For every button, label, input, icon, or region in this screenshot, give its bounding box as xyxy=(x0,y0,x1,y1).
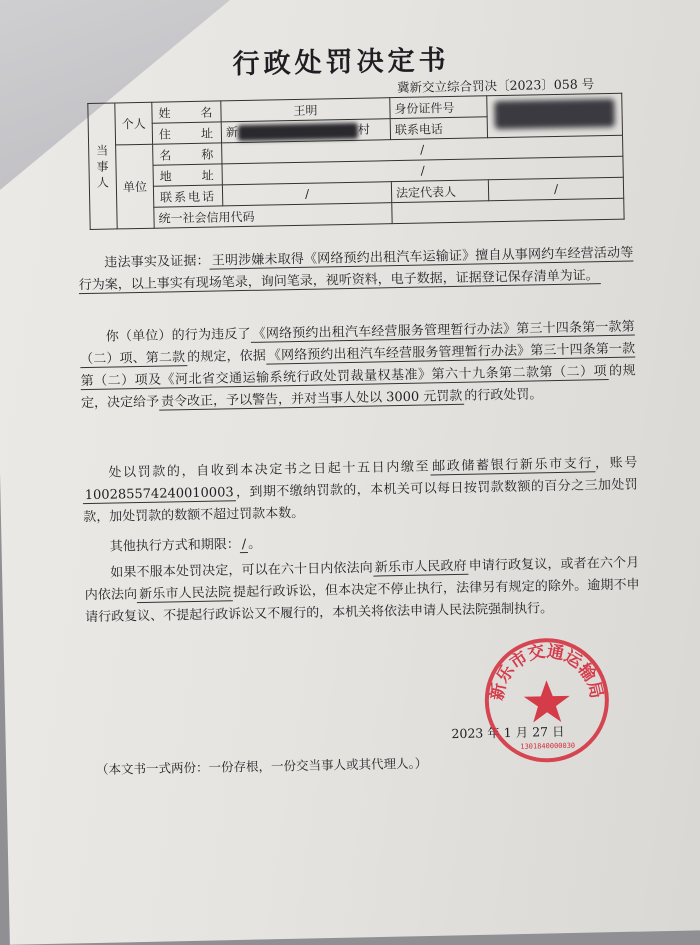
copies-note: （本文书一式两份：一份存根，一份交当事人或其代理人。） xyxy=(95,755,428,777)
individual-label: 个人 xyxy=(115,102,153,145)
official-seal xyxy=(482,635,612,765)
unit-address-value: / xyxy=(222,156,623,185)
unit-phone-label: 联系电话 xyxy=(153,185,222,207)
unit-name-value: / xyxy=(222,135,623,164)
document-number: 冀新交立综合罚决〔2023〕058 号 xyxy=(396,76,595,96)
id-label: 身份证件号 xyxy=(390,96,487,119)
name-label: 姓 名 xyxy=(152,101,221,123)
credit-code-label: 统一社会信用代码 xyxy=(154,203,392,229)
violation-paragraph: 你（单位）的行为违反了 《网络预约出租汽车经营服务管理暂行办法》第三十四条第一款第（二）项、第二款 的规定，依据 《网络预约出租汽车经营服务管理暂行办法》第三十四条第一款第（二）项及《河北省交通运输系统行政处罚裁量权基准》第六十九条第二款第（二）项 的规定，决定给予 责令改正，予以警告，并对当事人处以 3000 元罚款 的行政处罚。 xyxy=(80,319,636,412)
payment-paragraph: 处以罚款的，自收到本决定书之日起十五日内缴至 邮政储蓄银行新乐市支行 ，账号100285574240010003 ，到期不缴纳罚款的，本机关可以每日按罚款数额的百分之三加处罚款，加处罚款的数额不超过罚款本数。 xyxy=(83,455,638,526)
appeal-paragraph: 如果不服本处罚决定，可以在六十日内依法向 新乐市人民政府 申请行政复议，或者在六个月内依法向 新乐市人民法院 提起行政诉讼，但本决定不停止执行，法律另有规定的除外。逾期不申请行政复议、不提起行政诉讼又不履行的，本机关将依法申请人民法院强制执行。 xyxy=(84,555,640,626)
id-value-redacted xyxy=(487,93,623,138)
credit-code-value xyxy=(392,198,624,223)
other-execution-paragraph: 其他执行方式和期限： / 。 xyxy=(109,536,262,555)
phone-label: 联系电话 xyxy=(390,117,487,140)
unit-address-label: 地 址 xyxy=(153,164,222,186)
unit-phone-value: / xyxy=(222,182,391,206)
address-label: 住 址 xyxy=(152,122,221,144)
unit-name-label: 名 称 xyxy=(153,143,222,165)
unit-label: 单位 xyxy=(116,144,155,229)
svg-text:1301840000030: 1301840000030 xyxy=(520,741,576,751)
svg-text:新乐市交通运输局: 新乐市交通运输局 xyxy=(487,641,607,702)
party-table xyxy=(87,93,624,230)
address-value: 新 村 xyxy=(221,119,390,143)
document-title: 行政处罚决定书 xyxy=(232,45,450,81)
facts-paragraph: 违法事实及证据： 王明涉嫌未取得《网络预约出租汽车运输证》擅自从事网约车经营活动等行为案，以上事实有现场笔录，询问笔录，视听资料，电子数据，证据登记保存清单为证。 xyxy=(78,245,634,294)
issue-date: 2023 年 1 月 27 日 xyxy=(451,723,565,742)
legal-rep-value: / xyxy=(488,177,623,201)
name-value: 王明 xyxy=(221,98,390,122)
party-header: 当事人 xyxy=(88,103,117,229)
legal-rep-label: 法定代表人 xyxy=(391,180,488,203)
